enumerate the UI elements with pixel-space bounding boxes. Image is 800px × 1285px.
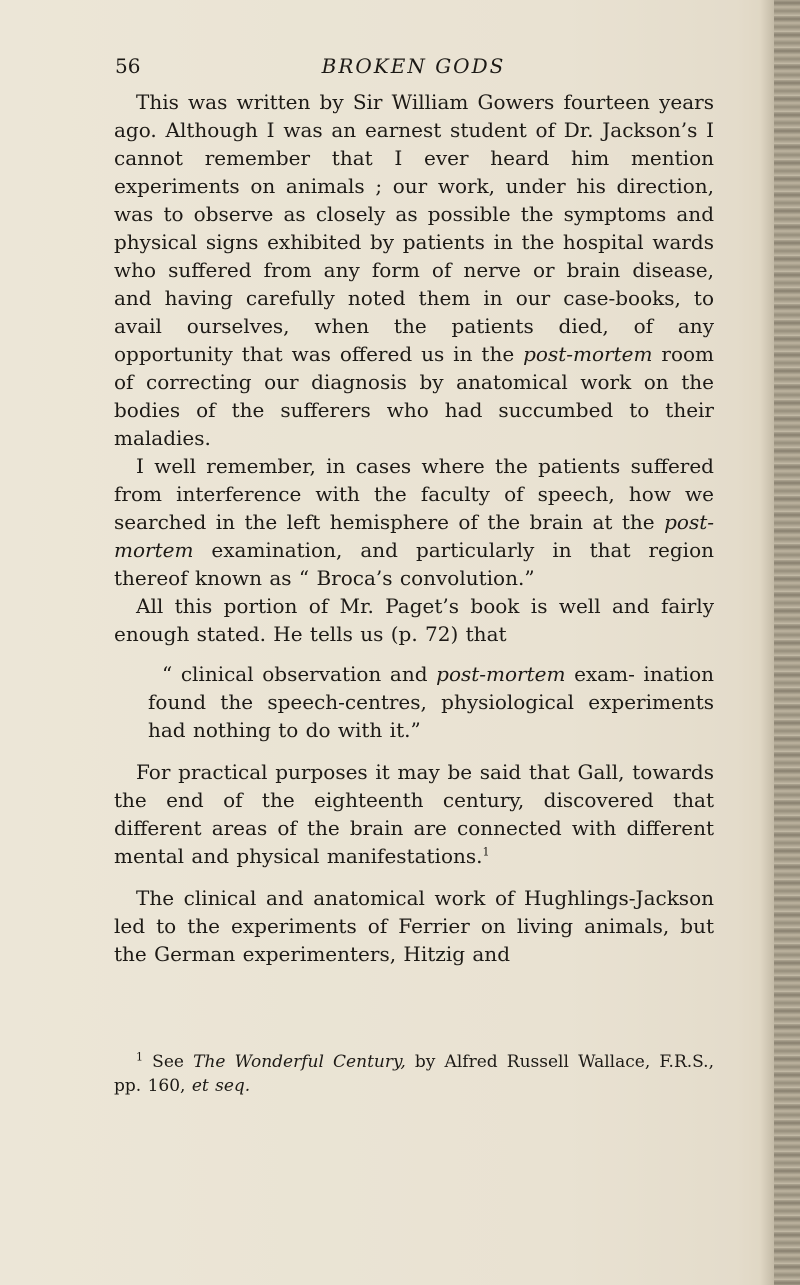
page-header <box>115 54 712 84</box>
book-edge <box>774 0 800 1285</box>
page-gutter-shadow <box>760 0 774 1285</box>
page-number: 56 <box>115 54 141 78</box>
footnote-et-seq: et seq. <box>191 1076 251 1096</box>
paragraph-1: This was written by Sir William Gowers fourteen years ago. Although I was an earnest student of Dr. Jackson’s I cannot remember that I ever heard him mention experiments on animals ; our work, under his direction, was to observe as closely as possible the symptoms and physical signs exhibited by patients in the hospital wards who suffered from any form of nerve or brain disease, and having carefully noted them in our case-books, to avail ourselves, when the patients died, of any opportunity that was offered us in the post-mortem room of correcting our diagnosis by anatomical work on the bodies of the sufferers who had succumbed to their maladies. <box>114 90 715 450</box>
block-quote: “ clinical observation and post-mortem exam- ination found the speech-centres, physiological experiments had nothing to do with it.” <box>148 662 714 742</box>
footnotes <box>114 1050 714 1098</box>
footnote-work-title: The Wonderful Century, <box>193 1052 406 1072</box>
paragraph-5: The clinical and anatomical work of Hughlings-Jackson led to the experiments of Ferrier on living animals, but the German experimenters, Hitzig and <box>114 886 714 966</box>
footnote-1: $^1$ See The Wonderful Century, by Alfred Russell Wallace, F.R.S., pp. 160, et seq. <box>114 1050 714 1096</box>
italic-term: post-mortem <box>114 510 714 562</box>
footnote-mark: 1 <box>136 1050 143 1064</box>
paragraph-2: I well remember, in cases where the patients suffered from interference with the faculty of speech, how we searched in the left hemisphere of the brain at the post-mortem examination, and particularly in that region thereof known as “ Broca’s convolution.” <box>114 454 715 590</box>
paragraph-4: For practical purposes it may be said that Gall, towards the end of the eighteenth century, discovered that different areas of the brain are connected with different mental and physical manifestations.$^1$ <box>114 760 714 868</box>
italic-term: post-mortem <box>436 662 566 686</box>
italic-term: post-mortem <box>523 342 653 366</box>
body-text <box>114 88 714 968</box>
footnote-reference: 1 <box>482 845 490 859</box>
paragraph-3: All this portion of Mr. Paget’s book is well and fairly enough stated. He tells us (p. 72) that <box>114 594 714 646</box>
running-title: BROKEN GODS <box>321 54 506 78</box>
